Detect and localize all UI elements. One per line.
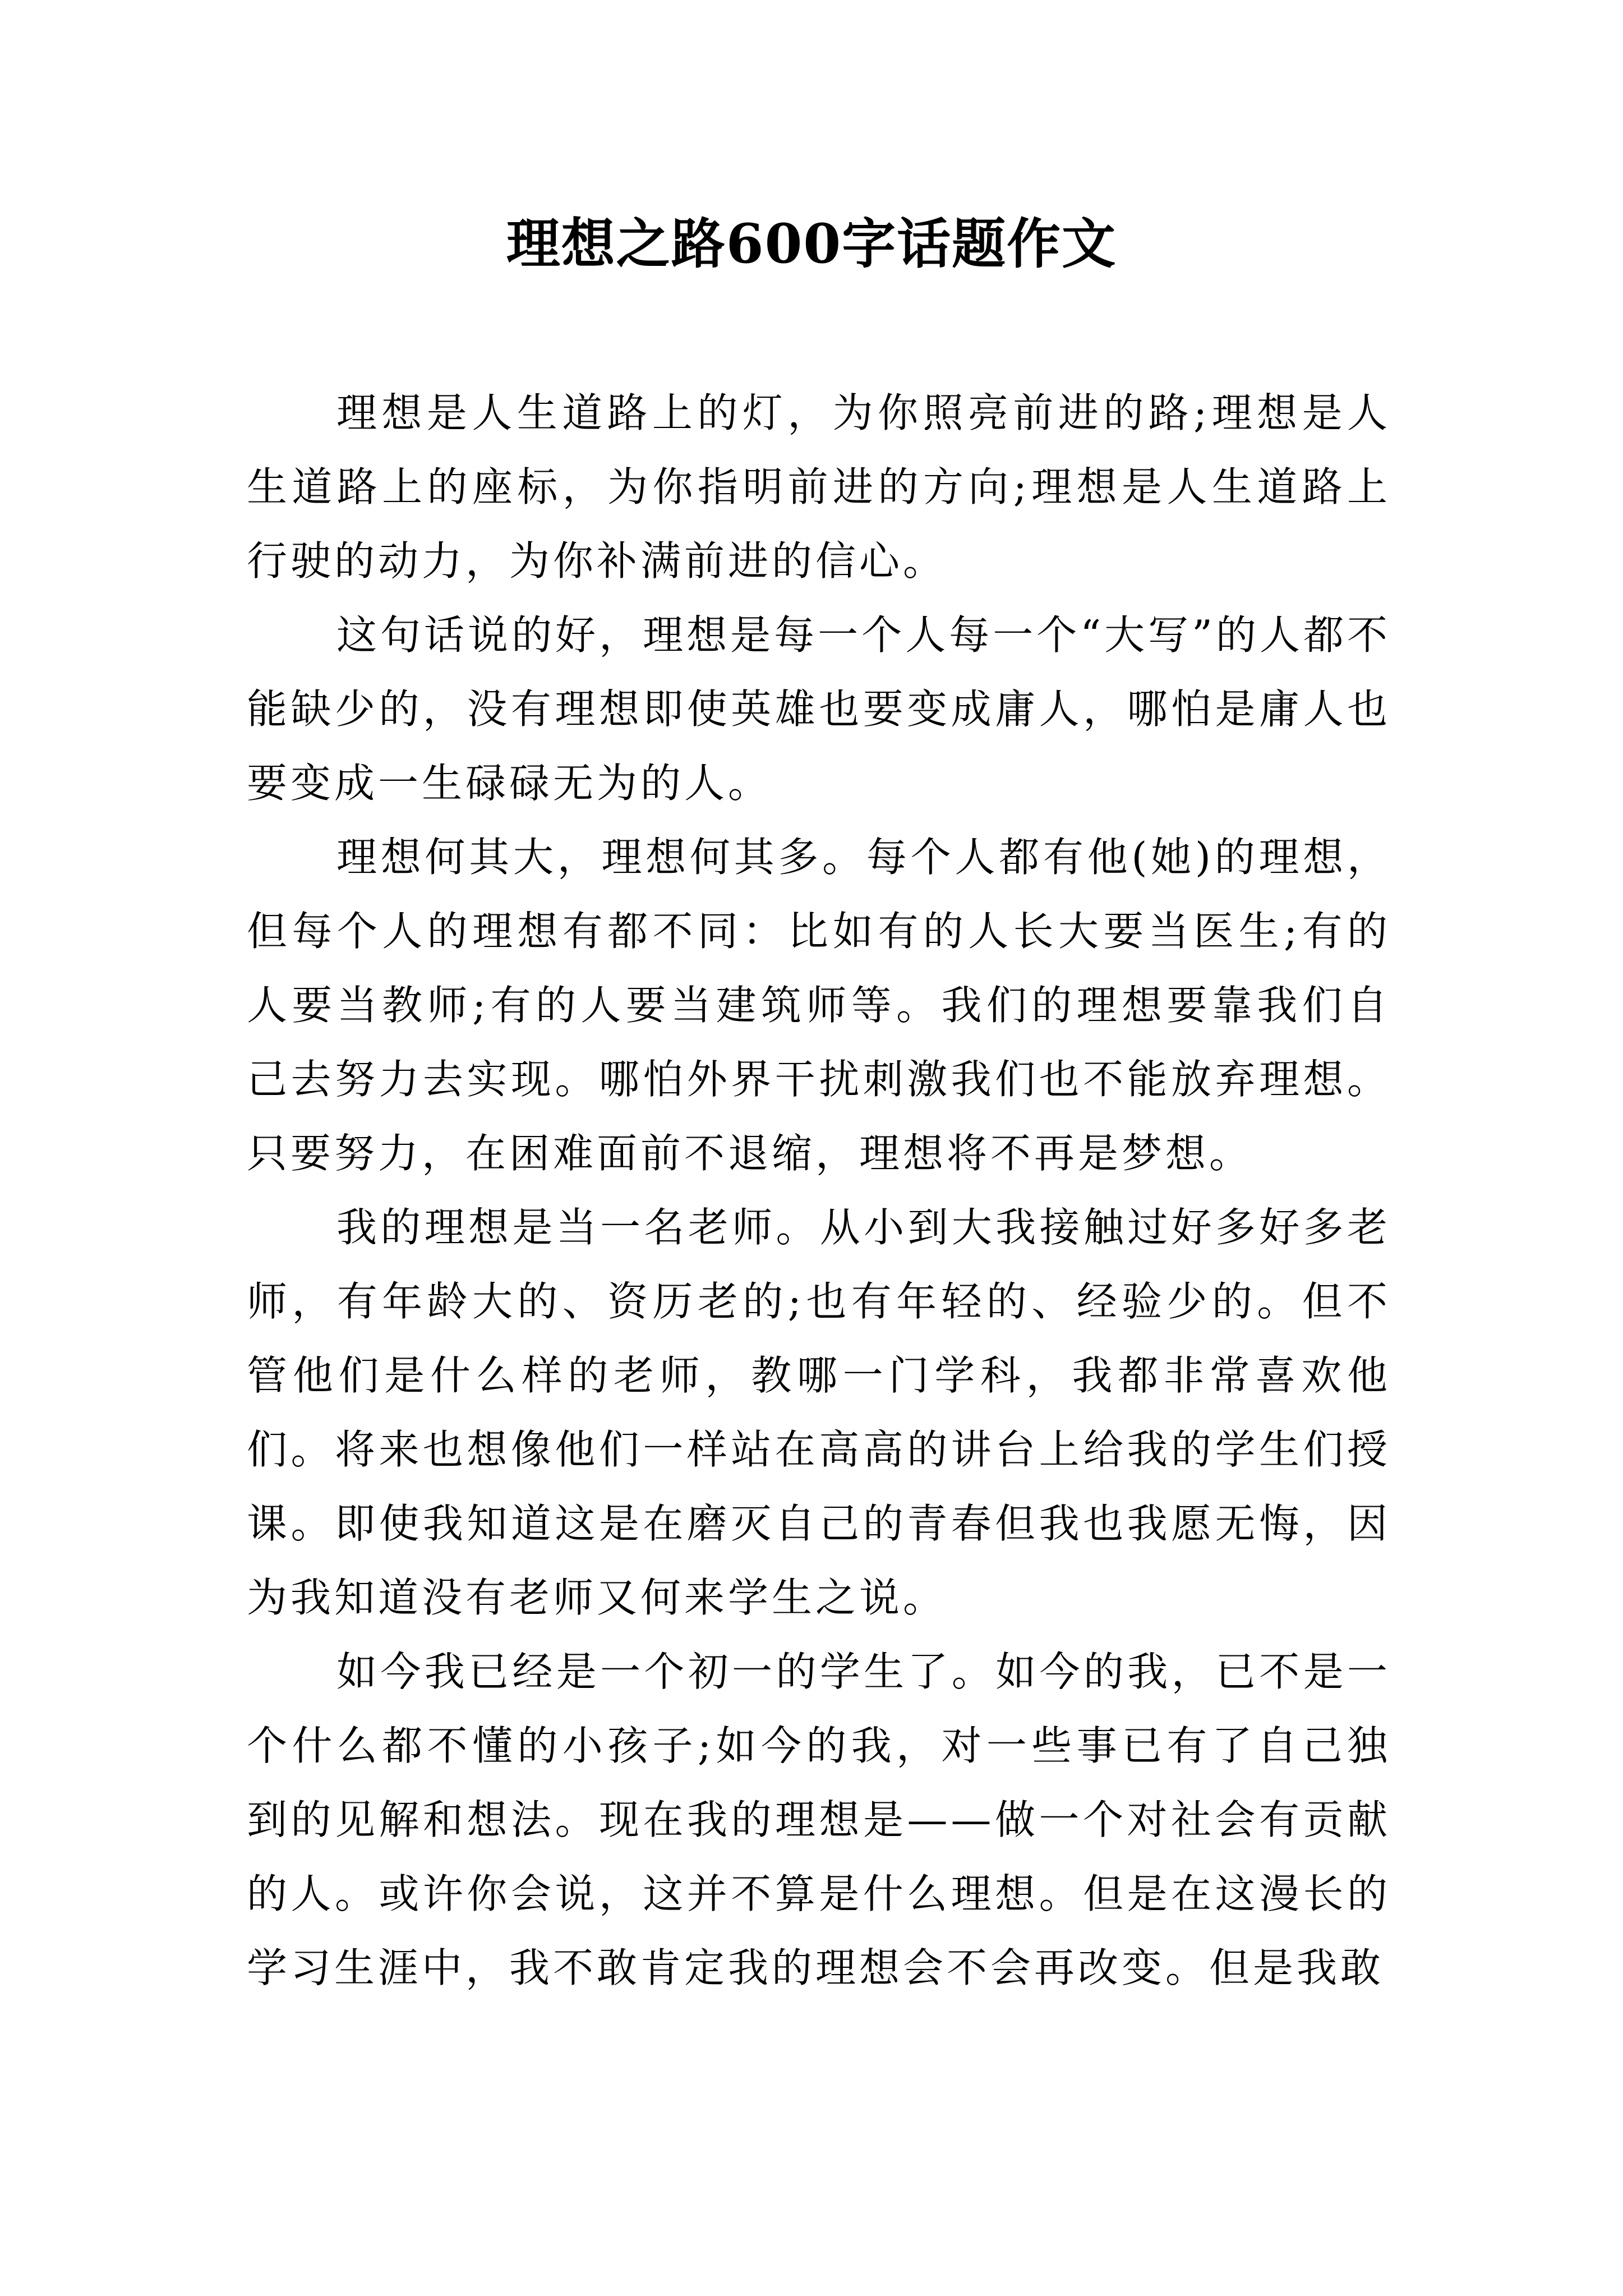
paragraph-3: 理想何其大，理想何其多。每个人都有他(她)的理想，但每个人的理想有都不同：比如有的人长大要当医生;有的人要当教师;有的人要当建筑师等。我们的理想要靠我们自己去努力去实现。哪怕外界干扰刺激我们也不能放弃理想。只要努力，在困难面前不退缩，理想将不再是梦想。 bbox=[247, 834, 1391, 1177]
document-title: 理想之路600字话题作文 bbox=[506, 212, 1117, 275]
paragraph-1: 理想是人生道路上的灯，为你照亮前进的路;理想是人生道路上的座标，为你指明前进的方向;理想是人生道路上行驶的动力，为你补满前进的信心。 bbox=[247, 389, 1391, 585]
paragraph-4: 我的理想是当一名老师。从小到大我接触过好多好多老师，有年龄大的、资历老的;也有年轻的、经验少的。但不管他们是什么样的老师，教哪一门学科，我都非常喜欢他们。将来也想像他们一样站在高高的讲台上给我的学生们授课。即使我知道这是在磨灭自己的青春但我也我愿无悔，因为我知道没有老师又何来学生之说。 bbox=[247, 1204, 1391, 1621]
paragraph-5: 如今我已经是一个初一的学生了。如今的我，已不是一个什么都不懂的小孩子;如今的我，对一些事已有了自己独到的见解和想法。现在我的理想是——做一个对社会有贡献的人。或许你会说，这并不算是什么理想。但是在这漫长的学习生涯中，我不敢肯定我的理想会不会再改变。但是我敢 bbox=[247, 1648, 1391, 1991]
paragraph-2: 这句话说的好，理想是每一个人每一个“大写”的人都不能缺少的，没有理想即使英雄也要变成庸人，哪怕是庸人也要变成一生碌碌无为的人。 bbox=[247, 611, 1391, 807]
document-body bbox=[247, 376, 1391, 2005]
